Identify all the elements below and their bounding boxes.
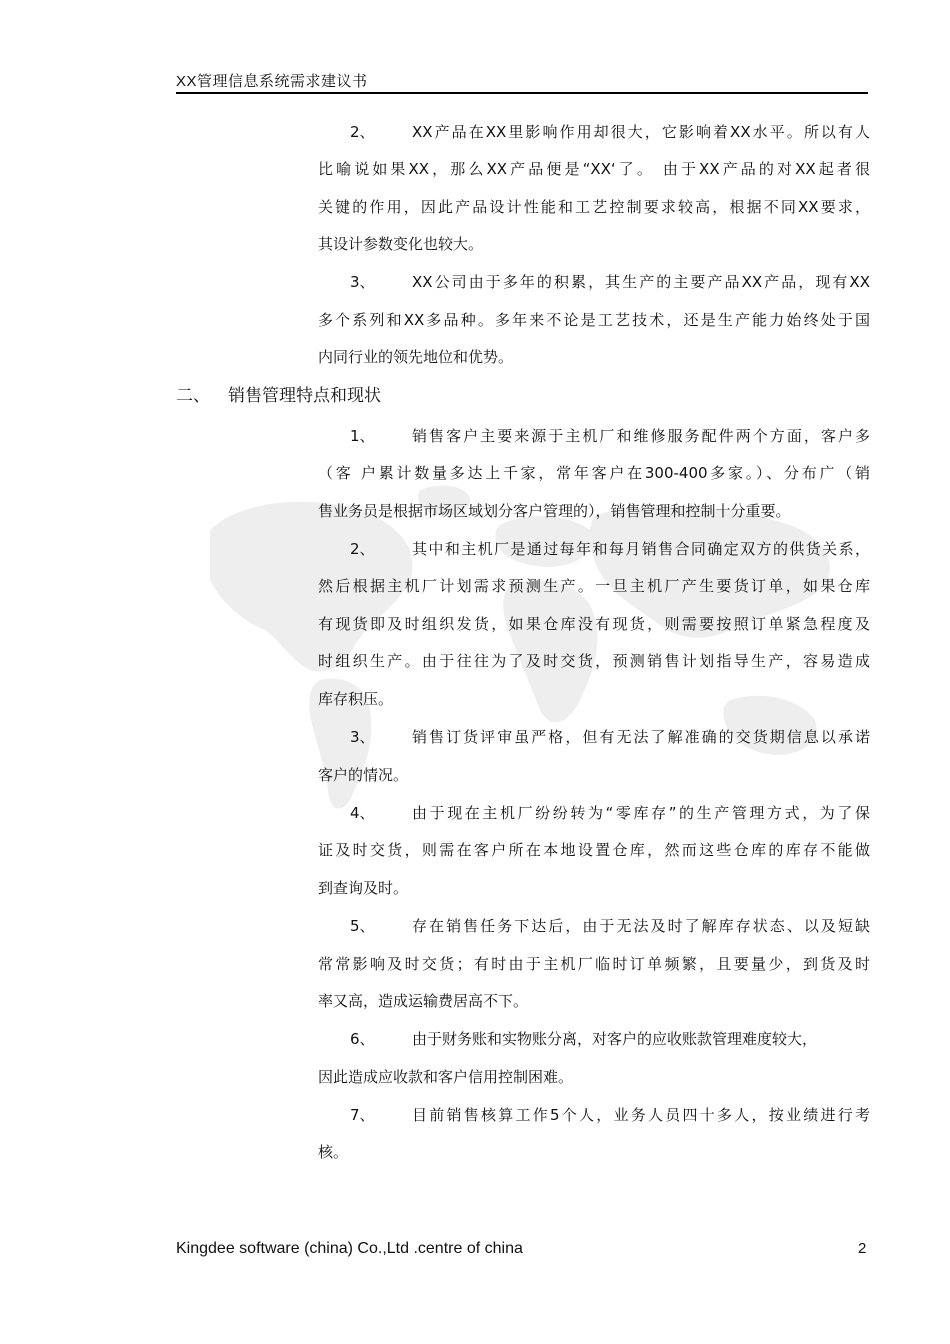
header-title: XX管理信息系统需求建议书 (176, 73, 368, 90)
paragraph-line: 存在销售任务下达后，由于无法及时了解库存状态、以及短缺 (412, 917, 870, 935)
paragraph-line: 其设计参数变化也较大。 (318, 235, 484, 253)
list-item-number: 3、 (350, 728, 375, 746)
paragraph-line: 率又高，造成运输费居高不下。 (318, 992, 529, 1010)
page-number: 2 (858, 1240, 867, 1257)
paragraph-line: 销售客户主要来源于主机厂和维修服务配件两个方面，客户多 (412, 427, 870, 445)
list-item-number: 6、 (350, 1030, 375, 1048)
paragraph-line: 库存积压。 (318, 690, 394, 708)
paragraph-line: 到查询及时。 (318, 879, 409, 897)
section-title: 销售管理特点和现状 (228, 386, 381, 406)
footer-company: Kingdee software (china) Co.,Ltd .centre of china (176, 1240, 523, 1257)
paragraph-line: 时组织生产。由于往往为了及时交货，预测销售计划指导生产，容易造成 (318, 652, 870, 670)
paragraph-line: 因此造成应收款和客户信用控制困难。 (318, 1068, 574, 1086)
section-number: 二、 (176, 386, 210, 406)
paragraph-line: 销售订货评审虽严格，但有无法了解准确的交货期信息以承诺 (412, 728, 870, 746)
list-item-number: 2、 (350, 123, 375, 141)
paragraph-line: 核。 (318, 1143, 349, 1161)
list-item-number: 3、 (350, 273, 375, 291)
paragraph-line: 关键的作用，因此产品设计性能和工艺控制要求较高，根据不同XX要求， (318, 198, 870, 216)
paragraph-line: 目前销售核算工作5个人，业务人员四十多人，按业绩进行考 (412, 1106, 870, 1124)
paragraph-line: 然后根据主机厂计划需求预测生产。一旦主机厂产生要货订单，如果仓库 (318, 577, 870, 595)
paragraph-line: 比喻说如果XX，那么XX产品便是“XX‘了。 由于XX产品的对XX起者很 (318, 160, 870, 178)
list-item-number: 2、 (350, 540, 375, 558)
paragraph-line: 由于现在主机厂纷纷转为“零库存”的生产管理方式，为了保 (412, 804, 870, 822)
paragraph-line: 内同行业的领先地位和优势。 (318, 348, 514, 366)
paragraph-line: 其中和主机厂是通过每年和每月销售合同确定双方的供货关系， (412, 540, 870, 558)
list-item-number: 7、 (350, 1106, 375, 1124)
paragraph-line: XX产品在XX里影响作用却很大，它影响着XX水平。所以有人 (412, 123, 870, 141)
paragraph-line: 证及时交货，则需在客户所在本地设置仓库，然而这些仓库的库存不能做 (318, 841, 870, 859)
paragraph-line: （客 户累计数量多达上千家，常年客户在300-400多家。）、分布广（销 (318, 464, 870, 482)
paragraph-line: 售业务员是根据市场区域划分客户管理的），销售管理和控制十分重要。 (318, 502, 791, 520)
paragraph-line: 由于财务账和实物账分离，对客户的应收账款管理难度较大， (412, 1030, 818, 1048)
list-item-number: 4、 (350, 804, 375, 822)
paragraph-line: 有现货即及时组织发货，如果仓库没有现货，则需要按照订单紧急程度及 (318, 615, 870, 633)
list-item-number: 5、 (350, 917, 375, 935)
paragraph-line: 多个系列和XX多品种。多年来不论是工艺技术，还是生产能力始终处于国 (318, 311, 870, 329)
paragraph-line: 客户的情况。 (318, 766, 409, 784)
list-item-number: 1、 (350, 427, 375, 445)
paragraph-line: 常常影响及时交货；有时由于主机厂临时订单频繁，且要量少，到货及时 (318, 955, 870, 973)
page-header (176, 70, 868, 94)
paragraph-line: XX公司由于多年的积累，其生产的主要产品XX产品，现有XX (412, 273, 870, 291)
